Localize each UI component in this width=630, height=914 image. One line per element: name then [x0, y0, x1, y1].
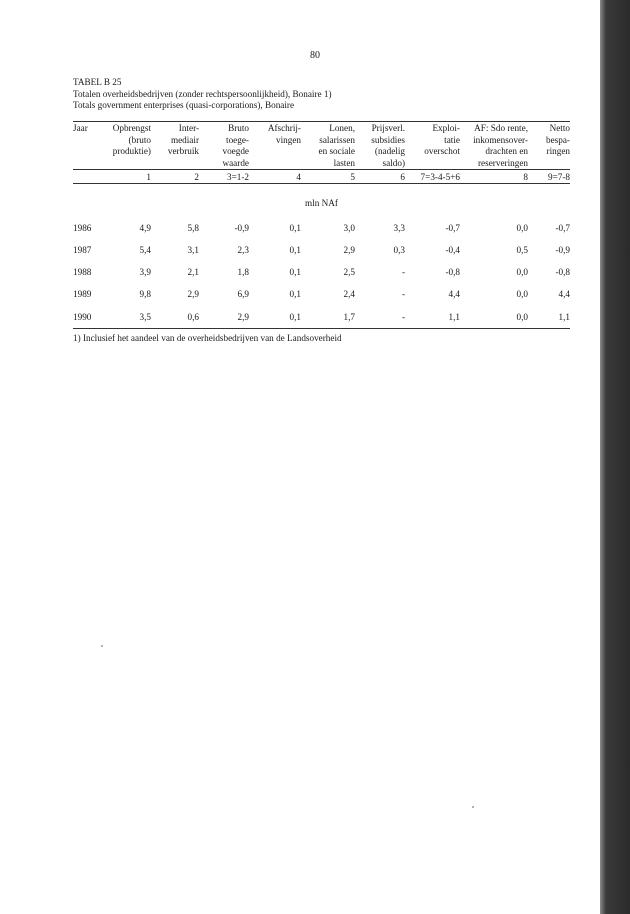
table-row	[73, 261, 570, 283]
column-header-line: Afschrij-	[267, 123, 301, 133]
unit-label: mln NAf	[305, 198, 338, 209]
value-cell: 9,8	[139, 289, 151, 300]
column-header	[355, 122, 405, 170]
column-header	[151, 122, 199, 170]
column-header-line: Inter-	[178, 123, 199, 133]
column-header-line: salarissen	[319, 134, 355, 145]
column-number: 1	[146, 172, 151, 183]
value-cell: -	[401, 267, 405, 278]
column-header-line: subsidies	[371, 134, 405, 145]
value-cell: -0,4	[445, 244, 460, 255]
value-cell: 6,9	[237, 289, 249, 300]
value-cell: 1,1	[405, 306, 460, 329]
column-number: 3=1-2	[226, 172, 249, 183]
column-header-line: Netto	[549, 123, 570, 133]
table-subtitle-english: Totals government enterprises (quasi-corporations), Bonaire	[73, 100, 295, 110]
column-header	[460, 122, 528, 170]
value-cell: 5,8	[187, 222, 199, 233]
value-cell: 1,1	[528, 306, 570, 329]
column-header-line: (bruto	[128, 134, 151, 145]
value-cell: 3,3	[393, 222, 405, 233]
column-header-line: reserveringen	[478, 157, 528, 168]
column-header	[249, 122, 301, 170]
column-header-line: drachten en	[485, 146, 528, 157]
column-header-line: Jaar	[73, 123, 88, 133]
value-cell: 2,3	[237, 244, 249, 255]
year-cell: 1987	[73, 244, 92, 255]
column-header-line: Exploi-	[432, 123, 460, 133]
value-cell: 0,3	[393, 244, 405, 255]
column-header-line: Lonen,	[329, 123, 355, 133]
column-header-line: tatie	[444, 134, 460, 145]
value-cell: 0,1	[249, 306, 301, 329]
value-cell: 0,0	[516, 289, 528, 300]
value-cell: -0,9	[234, 222, 249, 233]
column-header-line: Opbrengst	[112, 123, 151, 133]
value-cell: 1,8	[237, 267, 249, 278]
year-cell: 1988	[73, 267, 92, 278]
column-number: 8	[523, 172, 528, 183]
unit-row	[73, 184, 570, 217]
value-cell: 0,0	[516, 267, 528, 278]
column-header	[109, 122, 151, 170]
table-title-block	[73, 77, 332, 112]
column-number: 7=3-4-5+6	[420, 172, 460, 183]
column-header-line: Bruto	[228, 123, 249, 133]
column-number: 2	[194, 172, 199, 183]
column-header-line: lasten	[333, 157, 355, 168]
table-row	[73, 283, 570, 305]
column-header	[199, 122, 249, 170]
scan-speck	[101, 645, 103, 647]
value-cell: 1,7	[301, 306, 355, 329]
year-cell: 1989	[73, 289, 92, 300]
value-cell: 2,9	[199, 306, 249, 329]
column-header-line: AF: Sdo rente,	[474, 123, 528, 133]
value-cell: 0,1	[289, 267, 301, 278]
table-subtitle-dutch: Totalen overheidsbedrijven (zonder rechtspersoonlijkheid), Bonaire 1)	[73, 88, 332, 99]
value-cell: 3,9	[139, 267, 151, 278]
column-header	[528, 122, 570, 170]
value-cell: -	[401, 289, 405, 300]
column-header-line: bespa-	[546, 134, 570, 145]
value-cell: 0,1	[289, 244, 301, 255]
column-number: 4	[296, 172, 301, 183]
year-cell: 1990	[73, 306, 109, 329]
scan-speck	[472, 806, 474, 808]
value-cell: 0,6	[151, 306, 199, 329]
column-header-line: toege-	[226, 134, 249, 145]
column-header-line: waarde	[222, 157, 249, 168]
value-cell: 0,1	[289, 289, 301, 300]
table-row	[73, 216, 570, 238]
column-number: 6	[400, 172, 405, 183]
column-number-row	[73, 170, 570, 184]
data-table	[73, 121, 570, 329]
column-header-line: inkomensover-	[473, 134, 528, 145]
header-row	[73, 122, 570, 170]
column-header-line: mediair	[170, 134, 199, 145]
value-cell: 0,1	[289, 222, 301, 233]
column-header-line: en sociale	[318, 146, 355, 157]
value-cell: 4,4	[448, 289, 460, 300]
value-cell: 2,9	[187, 289, 199, 300]
column-header-line: overschot	[424, 146, 460, 157]
column-header-line: ringen	[546, 146, 570, 157]
footnote: 1) Inclusief het aandeel van de overheidsbedrijven van de Landsoverheid	[73, 333, 342, 343]
column-number: 9=7-8	[547, 172, 570, 183]
column-header-line: vingen	[275, 134, 301, 145]
value-cell: -	[355, 306, 405, 329]
column-header-line: (nadelig	[374, 146, 405, 157]
column-header-line: voegde	[222, 146, 249, 157]
value-cell: 5,4	[139, 244, 151, 255]
value-cell: -0,9	[555, 244, 570, 255]
value-cell: 2,5	[343, 267, 355, 278]
column-header	[405, 122, 460, 170]
value-cell: 4,4	[558, 289, 570, 300]
column-header	[73, 122, 109, 170]
value-cell: 4,9	[139, 222, 151, 233]
table-row	[73, 239, 570, 261]
value-cell: -0,7	[445, 222, 460, 233]
column-header	[301, 122, 355, 170]
value-cell: 2,1	[187, 267, 199, 278]
value-cell: 3,1	[187, 244, 199, 255]
page-edge-shadow	[600, 0, 630, 914]
page-number: 80	[310, 50, 320, 61]
value-cell: -0,8	[555, 267, 570, 278]
value-cell: 0,0	[516, 222, 528, 233]
column-number	[73, 170, 109, 184]
year-cell: 1986	[73, 222, 92, 233]
column-header-line: saldo)	[382, 157, 405, 168]
column-number: 5	[350, 172, 355, 183]
value-cell: 3,0	[343, 222, 355, 233]
value-cell: 2,9	[343, 244, 355, 255]
value-cell: -0,8	[445, 267, 460, 278]
column-header-line: Prijsverl.	[371, 123, 405, 133]
table-row	[73, 306, 570, 329]
table-title: TABEL B 25	[73, 77, 122, 87]
value-cell: 2,4	[343, 289, 355, 300]
value-cell: 0,0	[460, 306, 528, 329]
column-header-line: produktie)	[112, 146, 151, 157]
column-header-line: verbruik	[167, 146, 199, 157]
value-cell: 0,5	[516, 244, 528, 255]
value-cell: 3,5	[109, 306, 151, 329]
value-cell: -0,7	[555, 222, 570, 233]
